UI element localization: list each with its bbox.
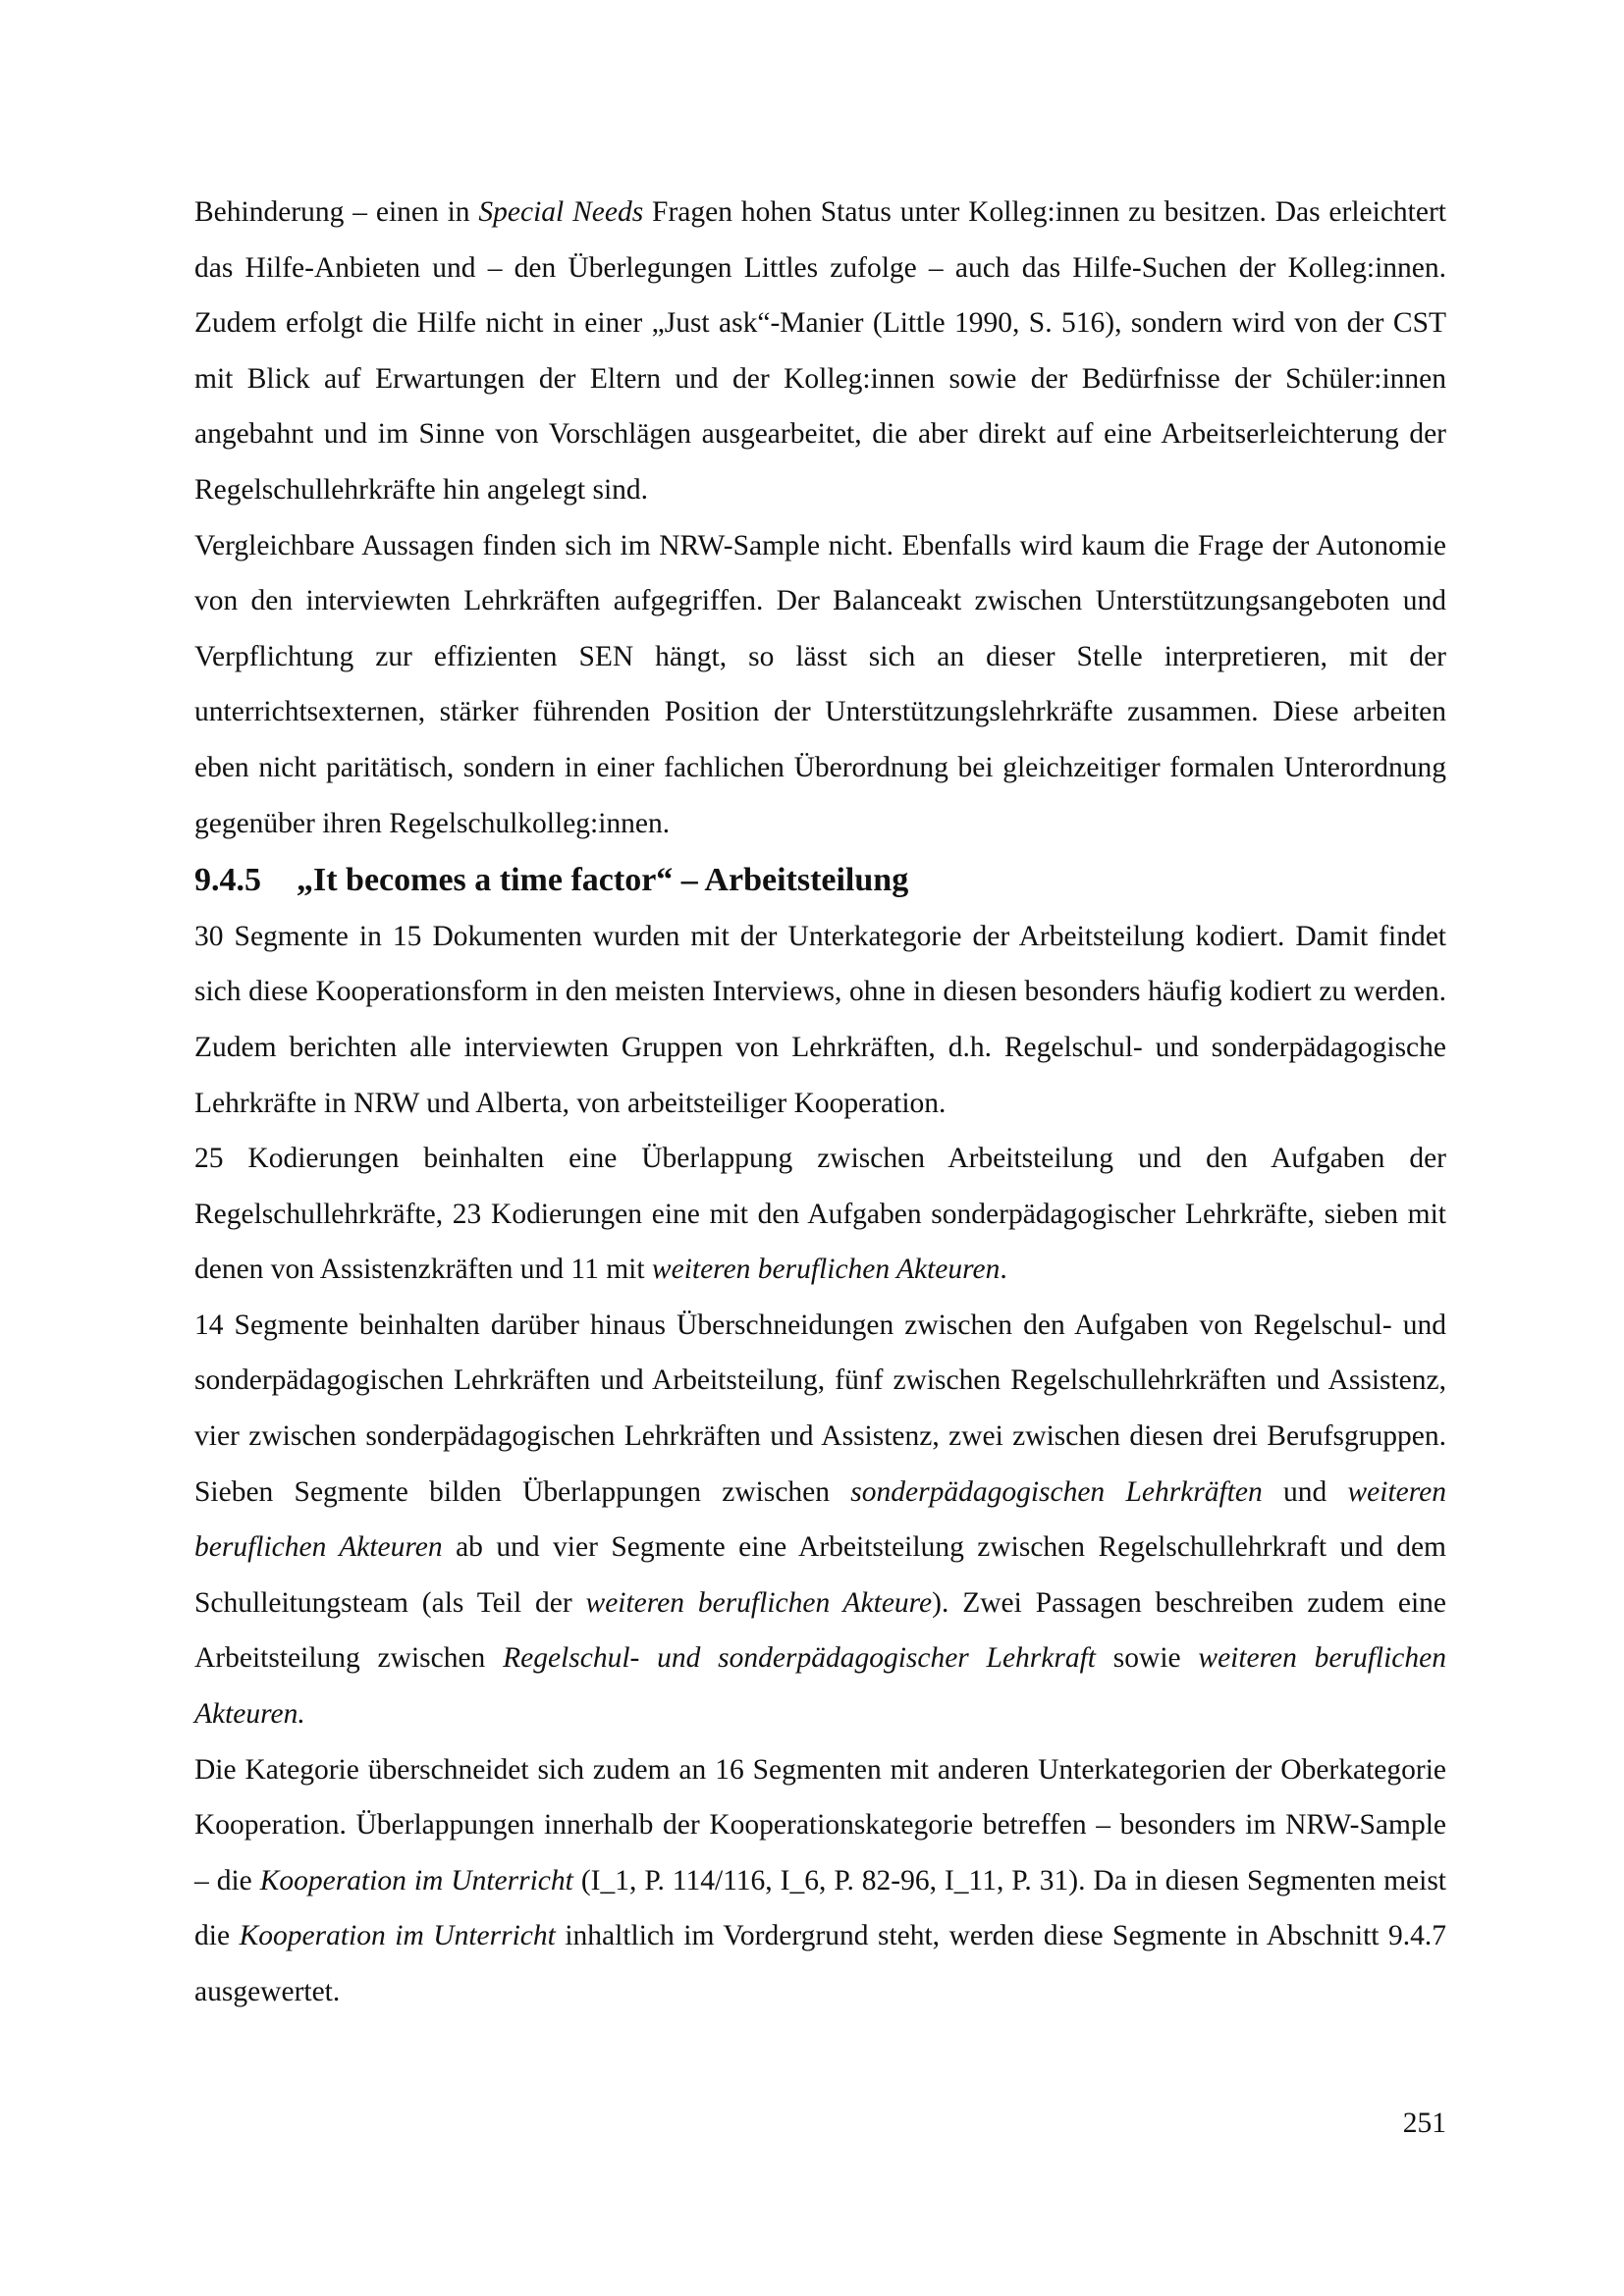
italic-run: sonderpädagogischen Lehrkräften [850, 1475, 1263, 1508]
text-run: 14 Segmente beinhalten darüber hinaus Überschneidungen zwischen den Aufgaben von Regelschul- und sonderpädagogischen Lehrkräften und Arbeitsteilung, fünf zwischen Regelschullehrkräften und Assistenz, vier zwischen sonderpädagogischen Lehrkräften und Assistenz, zwei zwischen diesen drei Berufsgruppen. Sieben Segmente bilden Überlappungen zwischen [194, 1308, 1446, 1508]
paragraph [194, 185, 1446, 518]
italic-run: weiteren beruflichen Akteuren [651, 1254, 1001, 1286]
text-run: ). Zwei Passagen beschreiben zudem eine Arbeitsteilung zwischen [194, 1586, 1446, 1675]
section-number: 9.4.5 [194, 862, 261, 899]
text-run: Die Kategorie überschneidet sich zudem an 16 Segmenten mit anderen Unterkategorien der Oberkategorie Kooperation. Überlappungen innerhalb der Kooperationskategorie betreffen – besonders im NRW-Sample – die [194, 1753, 1446, 1896]
text-run: ab und vier Segmente eine Arbeitsteilung zwischen Regelschullehrkraft und dem Schulleitungsteam (als Teil der [194, 1531, 1446, 1619]
text-run: und [1262, 1475, 1348, 1508]
italic-run: Regelschul- und sonderpädagogischer Lehrkraft [503, 1642, 1097, 1675]
italic-run: weiteren beruflichen Akteure [585, 1586, 933, 1619]
text-run: Fragen hohen Status unter Kolleg:innen zu besitzen. Das erleichtert das Hilfe-Anbieten und – den Überlegungen Littles zufolge – auch das Hilfe-Suchen der Kolleg:innen. Zudem erfolgt die Hilfe nicht in einer „Just ask“-Manier (Little 1990, S. 516), sondern wird von der CST mit Blick auf Erwartungen der Eltern und der Kolleg:innen sowie der Bedürfnisse der Schüler:innen angebahnt und im Sinne von Vorschlägen ausgearbeitet, die aber direkt auf eine Arbeitserleichterung der Regelschullehrkräfte hin angelegt sind. [194, 196, 1446, 506]
paragraph [194, 518, 1446, 852]
italic-run: Kooperation im Unterricht [259, 1864, 573, 1896]
page-number: 251 [1402, 2108, 1446, 2139]
text-run: 25 Kodierungen beinhalten eine Überlappung zwischen Arbeitsteilung und den Aufgaben der Regelschullehrkräfte, 23 Kodierungen eine mit den Aufgaben sonderpädagogischer Lehrkräfte, sieben mit denen von Assistenzkräften und 11 mit [194, 1143, 1446, 1286]
text-run: 30 Segmente in 15 Dokumenten wurden mit der Unterkategorie der Arbeitsteilung kodiert. Damit findet sich diese Kooperationsform in den meisten Interviews, ohne in diesen besonders häufig kodiert zu werden. Zudem berichten alle interviewten Gruppen von Lehrkräften, d.h. Regelschul- und sonderpädagogische Lehrkräfte in NRW und Alberta, von arbeitsteiliger Kooperation. [194, 920, 1446, 1119]
page-body [194, 185, 1446, 2020]
paragraph [194, 1298, 1446, 1742]
text-run: Vergleichbare Aussagen finden sich im NRW-Sample nicht. Ebenfalls wird kaum die Frage der Autonomie von den interviewten Lehrkräften aufgegriffen. Der Balanceakt zwischen Unterstützungsangeboten und Verpflichtung zur effizienten SEN hängt, so lässt sich an dieser Stelle interpretieren, mit der unterrichtsexternen, stärker führenden Position der Unterstützungslehrkräfte zusammen. Diese arbeiten eben nicht paritätisch, sondern in einer fachlichen Überordnung bei gleichzeitiger formalen Unterordnung gegenüber ihren Regelschulkolleg:innen. [194, 529, 1446, 839]
text-run: (I_1, P. 114/116, I_6, P. 82-96, I_11, P. 31). Da in diesen Segmenten meist die [194, 1864, 1446, 1952]
paragraph [194, 1131, 1446, 1298]
italic-run: Special Needs [478, 196, 644, 228]
text-run: Behinderung – einen in [194, 196, 479, 228]
italic-run: Kooperation im Unterricht [239, 1920, 556, 1952]
italic-run: weiteren beruflichen Akteuren [194, 1475, 1446, 1564]
section-heading [194, 853, 1446, 909]
text-run: . [1000, 1254, 1007, 1286]
text-run: inhaltlich im Vordergrund steht, werden diese Segmente in Abschnitt 9.4.7 ausgewertet. [194, 1920, 1446, 2007]
italic-run: weiteren beruflichen Akteuren. [194, 1642, 1446, 1731]
section-title: „It becomes a time factor“ – Arbeitsteilung [297, 862, 909, 899]
paragraph [194, 909, 1446, 1131]
paragraph [194, 1742, 1446, 2020]
text-run: sowie [1096, 1642, 1199, 1675]
